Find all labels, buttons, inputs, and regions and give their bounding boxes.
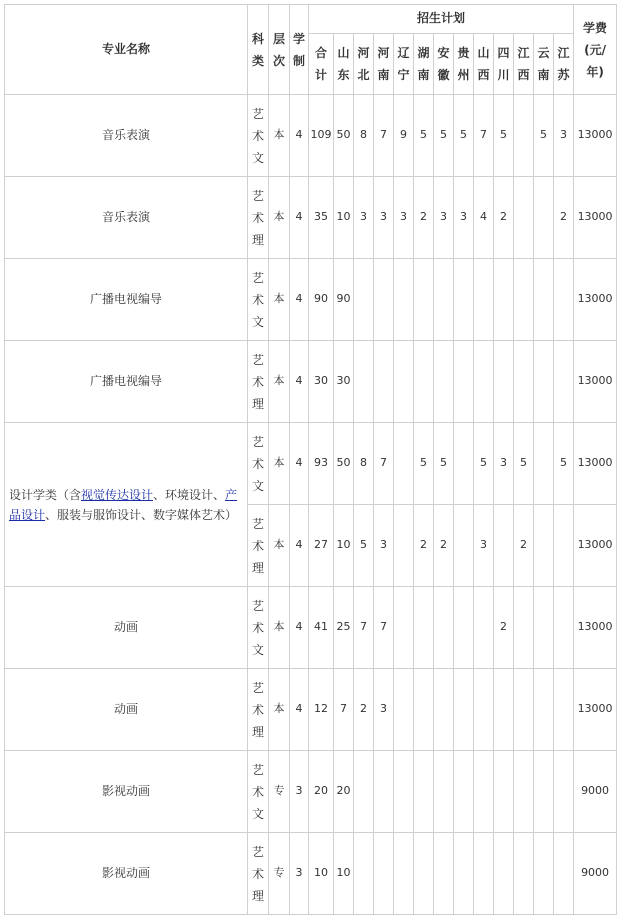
category-cell: 艺术文	[248, 587, 269, 669]
count-cell: 27	[309, 505, 334, 587]
count-cell: 3	[354, 177, 374, 259]
count-cell	[394, 669, 414, 751]
header-province: 四川	[494, 34, 514, 95]
count-cell	[414, 341, 434, 423]
count-cell	[394, 751, 414, 833]
count-cell: 10	[309, 833, 334, 915]
category-cell: 艺术理	[248, 669, 269, 751]
level-cell: 本	[269, 95, 290, 177]
count-cell: 7	[374, 423, 394, 505]
major-text: 设计学类（含	[9, 487, 82, 502]
count-cell	[494, 259, 514, 341]
count-cell	[454, 423, 474, 505]
admission-plan-table	[4, 4, 617, 915]
count-cell	[554, 259, 574, 341]
count-cell: 3	[554, 95, 574, 177]
major-text: 、环境设计、	[153, 487, 226, 502]
table-row	[5, 341, 617, 423]
count-cell	[374, 833, 394, 915]
count-cell	[394, 833, 414, 915]
count-cell: 7	[354, 587, 374, 669]
count-cell	[514, 669, 534, 751]
count-cell	[434, 341, 454, 423]
level-cell: 本	[269, 505, 290, 587]
years-cell: 3	[290, 833, 309, 915]
count-cell	[474, 341, 494, 423]
count-cell: 3	[394, 177, 414, 259]
category-cell: 艺术理	[248, 833, 269, 915]
category-cell: 艺术文	[248, 751, 269, 833]
count-cell: 30	[309, 341, 334, 423]
count-cell	[514, 259, 534, 341]
count-cell	[514, 177, 534, 259]
count-cell: 10	[334, 505, 354, 587]
header-province: 河北	[354, 34, 374, 95]
years-cell: 3	[290, 751, 309, 833]
count-cell	[414, 259, 434, 341]
count-cell	[454, 751, 474, 833]
count-cell: 7	[374, 95, 394, 177]
count-cell	[494, 341, 514, 423]
table-row	[5, 669, 617, 751]
fee-cell: 13000	[574, 341, 617, 423]
count-cell	[414, 587, 434, 669]
years-cell: 4	[290, 259, 309, 341]
count-cell	[454, 259, 474, 341]
count-cell	[554, 505, 574, 587]
count-cell	[454, 505, 474, 587]
fee-cell: 13000	[574, 423, 617, 505]
level-cell: 本	[269, 177, 290, 259]
count-cell: 93	[309, 423, 334, 505]
count-cell: 3	[494, 423, 514, 505]
count-cell: 30	[334, 341, 354, 423]
count-cell	[474, 833, 494, 915]
major-name: 广播电视编导	[5, 341, 248, 423]
count-cell	[494, 505, 514, 587]
count-cell: 2	[414, 177, 434, 259]
count-cell: 5	[534, 95, 554, 177]
level-cell: 专	[269, 833, 290, 915]
header-province: 山西	[474, 34, 494, 95]
count-cell	[534, 177, 554, 259]
count-cell	[554, 341, 574, 423]
count-cell	[434, 587, 454, 669]
count-cell	[494, 751, 514, 833]
count-cell: 7	[374, 587, 394, 669]
count-cell	[534, 669, 554, 751]
category-cell: 艺术文	[248, 259, 269, 341]
count-cell: 12	[309, 669, 334, 751]
count-cell	[554, 587, 574, 669]
major-name: 音乐表演	[5, 95, 248, 177]
count-cell	[394, 341, 414, 423]
category-cell: 艺术理	[248, 177, 269, 259]
count-cell: 7	[474, 95, 494, 177]
count-cell: 5	[554, 423, 574, 505]
count-cell	[534, 833, 554, 915]
fee-cell: 13000	[574, 259, 617, 341]
fee-cell: 13000	[574, 177, 617, 259]
fee-cell: 13000	[574, 95, 617, 177]
fee-cell: 13000	[574, 669, 617, 751]
level-cell: 本	[269, 341, 290, 423]
count-cell	[454, 587, 474, 669]
count-cell	[394, 505, 414, 587]
years-cell: 4	[290, 669, 309, 751]
count-cell: 5	[434, 95, 454, 177]
header-years: 学制	[290, 5, 309, 95]
count-cell	[474, 259, 494, 341]
count-cell: 20	[309, 751, 334, 833]
header-province: 山东	[334, 34, 354, 95]
count-cell: 90	[309, 259, 334, 341]
table-row	[5, 587, 617, 669]
count-cell: 5	[414, 95, 434, 177]
category-cell: 艺术理	[248, 505, 269, 587]
count-cell: 5	[434, 423, 454, 505]
count-cell	[534, 341, 554, 423]
count-cell: 4	[474, 177, 494, 259]
count-cell: 2	[554, 177, 574, 259]
years-cell: 4	[290, 341, 309, 423]
fee-cell: 13000	[574, 587, 617, 669]
table-row	[5, 177, 617, 259]
level-cell: 本	[269, 669, 290, 751]
count-cell	[374, 341, 394, 423]
count-cell	[534, 505, 554, 587]
count-cell	[454, 341, 474, 423]
count-cell	[534, 259, 554, 341]
major-name: 音乐表演	[5, 177, 248, 259]
major-name: 影视动画	[5, 833, 248, 915]
count-cell	[514, 833, 534, 915]
header-province: 云南	[534, 34, 554, 95]
count-cell	[554, 833, 574, 915]
header-province: 辽宁	[394, 34, 414, 95]
category-cell: 艺术理	[248, 341, 269, 423]
count-cell	[554, 751, 574, 833]
count-cell: 5	[354, 505, 374, 587]
count-cell	[434, 833, 454, 915]
level-cell: 本	[269, 423, 290, 505]
fee-cell: 9000	[574, 751, 617, 833]
major-name: 影视动画	[5, 751, 248, 833]
major-text: 、服装与服饰设计、数字媒体艺术）	[45, 507, 238, 522]
count-cell	[374, 751, 394, 833]
count-cell	[494, 669, 514, 751]
count-cell: 5	[414, 423, 434, 505]
count-cell: 50	[334, 95, 354, 177]
count-cell: 3	[434, 177, 454, 259]
header-major: 专业名称	[5, 5, 248, 95]
count-cell: 5	[454, 95, 474, 177]
major-design	[5, 423, 248, 587]
count-cell	[534, 751, 554, 833]
count-cell: 3	[374, 669, 394, 751]
category-cell: 艺术文	[248, 95, 269, 177]
count-cell	[534, 423, 554, 505]
fee-cell: 13000	[574, 505, 617, 587]
count-cell	[434, 751, 454, 833]
header-level: 层次	[269, 5, 290, 95]
years-cell: 4	[290, 423, 309, 505]
count-cell: 25	[334, 587, 354, 669]
level-cell: 专	[269, 751, 290, 833]
count-cell	[394, 259, 414, 341]
count-cell: 5	[474, 423, 494, 505]
count-cell	[514, 341, 534, 423]
count-cell	[454, 833, 474, 915]
fee-cell: 9000	[574, 833, 617, 915]
count-cell: 9	[394, 95, 414, 177]
count-cell	[354, 751, 374, 833]
count-cell	[454, 669, 474, 751]
major-name: 动画	[5, 587, 248, 669]
count-cell: 8	[354, 95, 374, 177]
count-cell: 2	[494, 177, 514, 259]
count-cell: 90	[334, 259, 354, 341]
table-row	[5, 95, 617, 177]
count-cell	[474, 669, 494, 751]
count-cell: 2	[434, 505, 454, 587]
count-cell: 5	[494, 95, 514, 177]
count-cell: 7	[334, 669, 354, 751]
count-cell: 2	[514, 505, 534, 587]
count-cell: 3	[454, 177, 474, 259]
count-cell	[414, 669, 434, 751]
years-cell: 4	[290, 587, 309, 669]
header-province: 贵州	[454, 34, 474, 95]
count-cell	[354, 833, 374, 915]
table-row	[5, 259, 617, 341]
count-cell: 8	[354, 423, 374, 505]
table-row	[5, 751, 617, 833]
count-cell: 41	[309, 587, 334, 669]
category-cell: 艺术文	[248, 423, 269, 505]
count-cell: 3	[474, 505, 494, 587]
count-cell: 5	[514, 423, 534, 505]
count-cell: 2	[354, 669, 374, 751]
count-cell: 10	[334, 833, 354, 915]
count-cell	[474, 587, 494, 669]
header-row-1	[5, 5, 617, 34]
level-cell: 本	[269, 259, 290, 341]
level-cell: 本	[269, 587, 290, 669]
header-province: 江西	[514, 34, 534, 95]
count-cell	[554, 669, 574, 751]
count-cell: 109	[309, 95, 334, 177]
count-cell	[534, 587, 554, 669]
count-cell: 10	[334, 177, 354, 259]
count-cell: 35	[309, 177, 334, 259]
count-cell: 20	[334, 751, 354, 833]
header-province: 湖南	[414, 34, 434, 95]
table-row	[5, 423, 617, 505]
count-cell: 2	[414, 505, 434, 587]
count-cell	[474, 751, 494, 833]
count-cell	[374, 259, 394, 341]
count-cell	[494, 833, 514, 915]
major-link[interactable]: 产品设计	[9, 487, 238, 522]
major-name: 广播电视编导	[5, 259, 248, 341]
count-cell	[354, 259, 374, 341]
count-cell	[514, 587, 534, 669]
count-cell	[394, 423, 414, 505]
count-cell	[414, 751, 434, 833]
count-cell	[514, 95, 534, 177]
years-cell: 4	[290, 505, 309, 587]
count-cell	[394, 587, 414, 669]
years-cell: 4	[290, 95, 309, 177]
count-cell	[434, 669, 454, 751]
count-cell	[354, 341, 374, 423]
header-province: 合计	[309, 34, 334, 95]
major-name: 动画	[5, 669, 248, 751]
header-province: 江苏	[554, 34, 574, 95]
table-row	[5, 833, 617, 915]
count-cell	[414, 833, 434, 915]
count-cell: 3	[374, 177, 394, 259]
major-link[interactable]: 视觉传达设计	[81, 487, 154, 502]
count-cell	[514, 751, 534, 833]
count-cell: 50	[334, 423, 354, 505]
count-cell	[434, 259, 454, 341]
count-cell: 3	[374, 505, 394, 587]
header-category: 科类	[248, 5, 269, 95]
count-cell: 2	[494, 587, 514, 669]
header-fee: 学费(元/年)	[574, 5, 617, 95]
header-province: 安徽	[434, 34, 454, 95]
header-plan: 招生计划	[309, 5, 574, 34]
years-cell: 4	[290, 177, 309, 259]
header-province: 河南	[374, 34, 394, 95]
